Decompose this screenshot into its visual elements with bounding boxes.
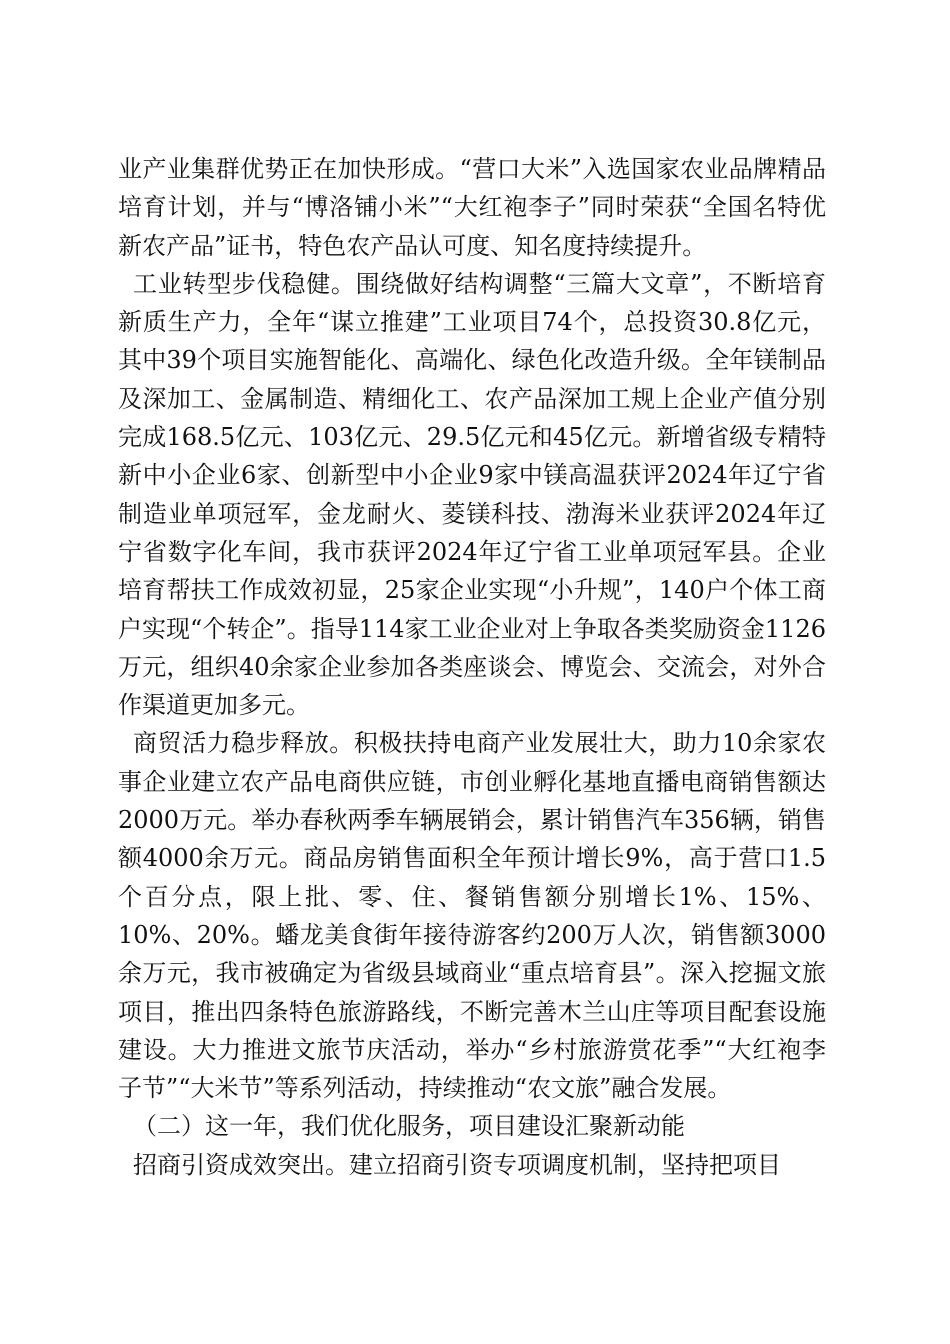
paragraph-investment: 招商引资成效突出。建立招商引资专项调度机制，坚持把项目 [133,1150,781,1179]
paragraph-commerce: 商贸活力稳步释放。积极扶持电商产业发展壮大，助力10余家农事企业建立农产品电商供应链，市创业孵化基地直播电商销售额达2000万元。举办春秋两季车辆展销会，累计销售汽车356辆，销售额4000余万元。商品房销售面积全年预计增长9%，高于营口1.5个百分点，限上批、零、住、餐销售额分别增长1%、15%、10%、20%。蟠龙美食街年接待游客约200万人次，销售额3000余万元，我市被确定为省级县域商业“重点培育县”。深入挖掘文旅项目，推出四条特色旅游路线，不断完善木兰山庄等项目配套设施建设。大力推进文旅节庆活动，举办“乡村旅游赏花季”“大红袍李子节”“大米节”等系列活动，持续推动“农文旅”融合发展。 [118,729,826,1103]
paragraph-agriculture-continuation: 业产业集群优势正在加快形成。“营口大米”入选国家农业品牌精品培育计划，并与“博洛铺小米”“大红袍李子”同时荣获“全国名特优新农产品”证书，特色农产品认可度、知名度持续提升。 [118,155,826,260]
document-body [118,150,826,1184]
paragraph-industry: 工业转型步伐稳健。围绕做好结构调整“三篇大文章”，不断培育新质生产力，全年“谋立推建”工业项目74个，总投资30.8亿元，其中39个项目实施智能化、高端化、绿色化改造升级。全年镁制品及深加工、金属制造、精细化工、农产品深加工规上企业产值分别完成168.5亿元、103亿元、29.5亿元和45亿元。新增省级专精特新中小企业6家、创新型中小企业9家中镁高温获评2024年辽宁省制造业单项冠军，金龙耐火、菱镁科技、渤海米业获评2024年辽宁省数字化车间，我市获评2024年辽宁省工业单项冠军县。企业培育帮扶工作成效初显，25家企业实现“小升规”，140户个体工商户实现“个转企”。指导114家工业企业对上争取各类奖励资金1126万元，组织40余家企业参加各类座谈会、博览会、交流会，对外合作渠道更加多元。 [118,269,826,720]
section-heading: （二）这一年，我们优化服务，项目建设汇聚新动能 [133,1112,685,1141]
